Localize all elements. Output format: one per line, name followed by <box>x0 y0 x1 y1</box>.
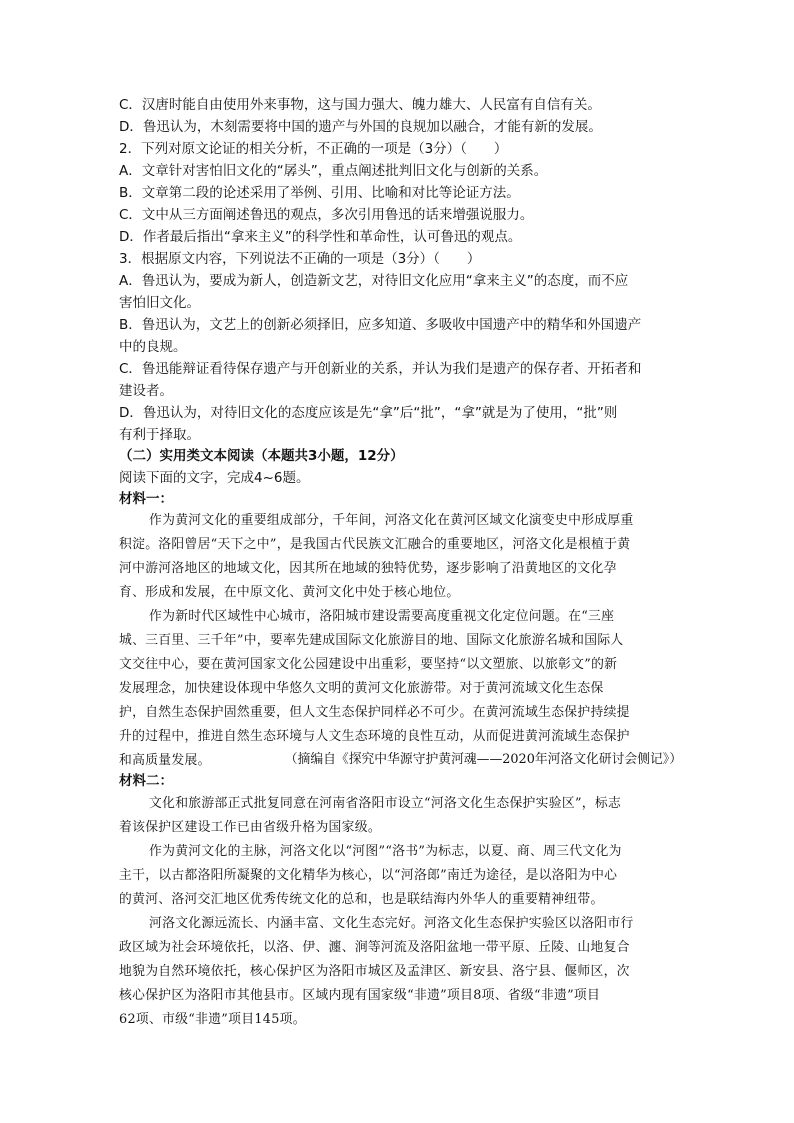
q2-option-b: B．文章第二段的论述采用了举例、引用、比喻和对比等论证方法。 <box>119 185 520 201</box>
text-line: 积淀。洛阳曾居“天下之中”，是我国古代民族文汇融合的重要地区，河洛文化是根植于黄 <box>119 537 631 552</box>
q3-option-c-line2: 建设者。 <box>119 383 173 399</box>
text-line: 和高质量发展。 <box>119 753 211 768</box>
q3-option-d-line2: 有利于择取。 <box>119 427 200 443</box>
text-line: 作为黄河文化的重要组成部分，千年间，河洛文化在黄河区域文化演变史中形成厚重 <box>149 513 634 528</box>
section-title: （二）实用类文本阅读（本题共3小题，12分） <box>119 448 404 464</box>
q3-option-a-line1: A．鲁迅认为，要成为新人，创造新文艺，对待旧文化应用“拿来主义”的态度，而不应 <box>119 273 629 289</box>
q2-option-a: A．文章针对害怕旧文化的“孱头”，重点阐述批判旧文化与创新的关系。 <box>119 163 548 179</box>
text-line: 城、三百里、三千年”中，要率先建成国际文化旅游目的地、国际文化旅游名城和国际人 <box>119 633 624 648</box>
text-line: 主干，以古都洛阳所凝聚的文化精华为核心，以“河洛郎”南迁为途径，是以洛阳为中心 <box>119 868 618 883</box>
q1-option-d: D．鲁迅认为，木刻需要将中国的遗产与外国的良规加以融合，才能有新的发展。 <box>119 119 602 135</box>
text-line: 62项、市级“非遗”项目145项。 <box>119 1012 306 1027</box>
text-line: 河中游河洛地区的地域文化，因其所在地域的独特优势，逐步影响了沿黄地区的文化孕 <box>119 561 617 576</box>
q2-option-c: C．文中从三方面阐述鲁迅的观点，多次引用鲁迅的话来增强说服力。 <box>119 207 534 223</box>
material2-paragraph-3 <box>119 912 674 1032</box>
q3-stem: 3．根据原文内容，下列说法不正确的一项是（3分）（ ） <box>119 251 481 267</box>
q3-option-b-line1: B．鲁迅认为，文艺上的创新必须择旧，应多知道、多吸收中国遗产中的精华和外国遗产 <box>119 317 642 333</box>
q2-stem: 2．下列对原文论证的相关分析，不正确的一项是（3分）（ ） <box>119 141 508 157</box>
text-line: 河洛文化源远流长、内涵丰富、文化生态完好。河洛文化生态保护实验区以洛阳市行 <box>149 916 634 931</box>
material2-paragraph-2 <box>119 840 674 912</box>
material1-paragraph-1 <box>119 509 674 605</box>
text-line: 着该保护区建设工作已由省级升格为国家级。 <box>119 820 381 835</box>
q3-option-b-line2: 中的良规。 <box>119 339 187 355</box>
text-line: 的黄河、洛河交汇地区优秀传统文化的总和，也是联结海内外华人的重要精神纽带。 <box>119 892 604 907</box>
text-line: 作为黄河文化的主脉，河洛文化以“河图”“洛书”为标志，以夏、商、周三代文化为 <box>149 844 622 859</box>
q3-option-a-line2: 害怕旧文化。 <box>119 295 200 311</box>
text-line: 育、形成和发展，在中原文化、黄河文化中处于核心地位。 <box>119 585 460 600</box>
text-line: 地貌为自然环境依托，核心保护区为洛阳市城区及孟津区、新安县、洛宁县、偃师区，次 <box>119 964 630 979</box>
material2-label: 材料二： <box>119 773 173 789</box>
text-line: 发展理念，加快建设体现中华悠久文明的黄河文化旅游带。对于黄河流域文化生态保 <box>119 681 604 696</box>
section-instruction: 阅读下面的文字，完成4~6题。 <box>119 470 310 486</box>
q1-option-c: C．汉唐时能自由使用外来事物，这与国力强大、魄力雄大、人民富有自信有关。 <box>119 97 601 113</box>
text-line: 文交往中心，要在黄河国家文化公园建设中出重彩，要坚持“以文塑旅、以旅彰文”的新 <box>119 657 618 672</box>
q2-option-d: D．作者最后指出“拿来主义”的科学性和革命性，认可鲁迅的观点。 <box>119 229 522 245</box>
text-line: 升的过程中，推进自然生态环境与人文生态环境的良性互动，从而促进黄河流域生态保护 <box>119 729 630 744</box>
material1-label: 材料一： <box>119 491 173 507</box>
text-line: 作为新时代区域性中心城市，洛阳城市建设需要高度重视文化定位问题。在“三座 <box>149 609 615 624</box>
text-line: 文化和旅游部正式批复同意在河南省洛阳市设立“河洛文化生态保护实验区”，标志 <box>149 796 622 811</box>
material2-paragraph-1 <box>119 792 674 840</box>
text-line: 护，自然生态保护固然重要，但人文生态保护同样必不可少。在黄河流域生态保护持续提 <box>119 705 630 720</box>
text-line: 政区域为社会环境依托，以洛、伊、瀍、涧等河流及洛阳盆地一带平原、丘陵、山地复合 <box>119 940 630 955</box>
text-line: 核心保护区为洛阳市其他县市。区域内现有国家级“非遗”项目8项、省级“非遗”项目 <box>119 988 601 1003</box>
material1-source: （摘编自《探究中华源守护黄河魂——2020年河洛文化研讨会侧记》） <box>284 752 682 767</box>
q3-option-c-line1: C．鲁迅能辩证看待保存遗产与开创新业的关系，并认为我们是遗产的保存者、开拓者和 <box>119 361 642 377</box>
q3-option-d-line1: D．鲁迅认为，对待旧文化的态度应该是先“拿”后“批”，“拿”就是为了使用，“批”则 <box>119 405 618 421</box>
material1-paragraph-2 <box>119 605 674 773</box>
